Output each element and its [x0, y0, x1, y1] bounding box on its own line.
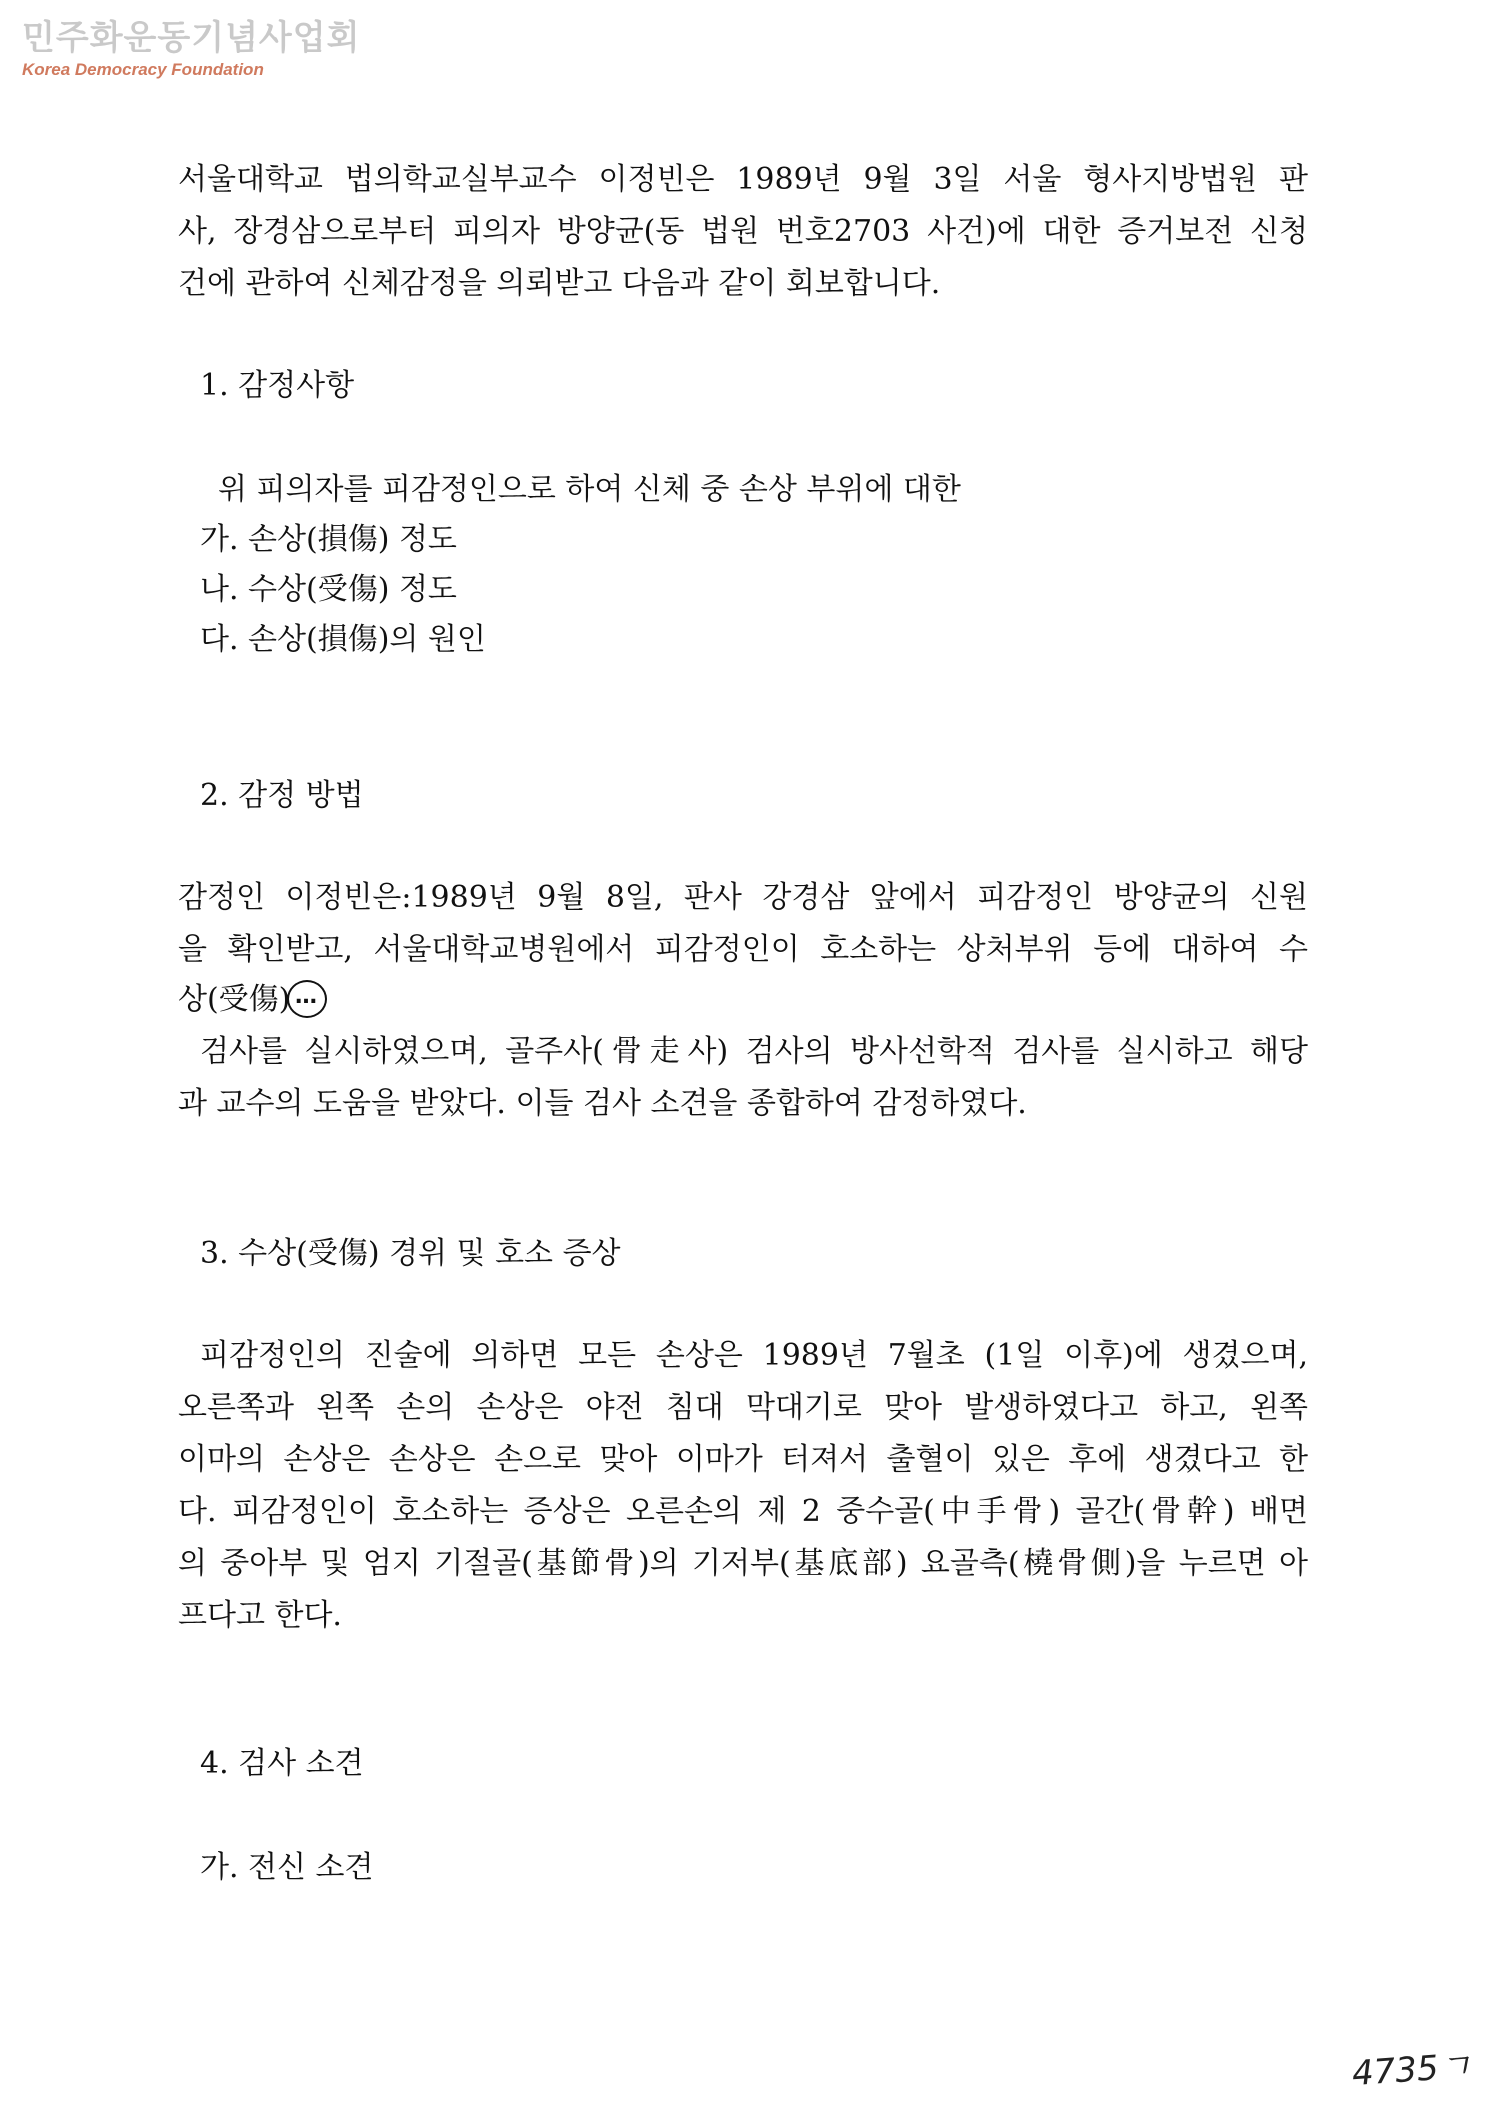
section2-line-2: 을 확인받고, 서울대학교병원에서 피감정인이 호소하는 상처부위 등에 대하여 수 [178, 932, 1308, 967]
section1-heading: 1. 감정사항 [200, 368, 355, 403]
section3-heading: 3. 수상(受傷) 경위 및 호소 증상 [200, 1236, 621, 1271]
section4-heading: 4. 검사 소견 [200, 1746, 364, 1781]
section1-item-2: 나. 수상(受傷) 정도 [200, 572, 457, 607]
foundation-logo [22, 18, 360, 80]
section3-line-4: 다. 피감정인이 호소하는 증상은 오른손의 제 2 중수골(中手骨) 골간(骨幹) 배면 [178, 1494, 1308, 1529]
logo-korean-text: 민주화운동기념사업회 [22, 18, 361, 58]
section2-line-3: 상(受傷) [178, 982, 291, 1017]
intro-line-2: 사, 장경삼으로부터 피의자 방양균(동 법원 번호2703 사건)에 대한 증거보전 신청 [178, 214, 1308, 249]
section3-line-6: 프다고 한다. [178, 1598, 342, 1633]
section1-item-3: 다. 손상(損傷)의 원인 [200, 622, 486, 657]
section2-heading: 2. 감정 방법 [200, 778, 364, 813]
section3-line-3: 이마의 손상은 손상은 손으로 맞아 이마가 터져서 출혈이 있은 후에 생겼다고 한 [178, 1442, 1308, 1477]
circle-mark-text: … [295, 984, 317, 1009]
section4-subheading: 가. 전신 소견 [200, 1850, 374, 1885]
section3-line-5: 의 중아부 및 엄지 기절골(基節骨)의 기저부(基底部) 요골측(橈骨側)을 누르면 아 [178, 1546, 1308, 1581]
handwritten-page-number: 4735ㄱ [1350, 2045, 1473, 2095]
intro-line-1: 서울대학교 법의학교실부교수 이정빈은 1989년 9월 3일 서울 형사지방법원 판 [178, 162, 1308, 197]
section2-line-1: 감정인 이정빈은:1989년 9월 8일, 판사 강경삼 앞에서 피감정인 방양균의 신원 [178, 880, 1308, 915]
section2-line-4: 검사를 실시하였으며, 골주사(骨走사) 검사의 방사선학적 검사를 실시하고 해당 [200, 1034, 1308, 1069]
section2-line-5: 과 교수의 도움을 받았다. 이들 검사 소견을 종합하여 감정하였다. [178, 1086, 1027, 1121]
section3-line-1: 피감정인의 진술에 의하면 모든 손상은 1989년 7월초 (1일 이후)에 생겼으며, [200, 1338, 1308, 1373]
logo-english-text: Korea Democracy Foundation [22, 60, 264, 79]
intro-line-3: 건에 관하여 신체감정을 의뢰받고 다음과 같이 회보합니다. [178, 266, 941, 301]
section1-item-1: 가. 손상(損傷) 정도 [200, 522, 457, 557]
section3-line-2: 오른쪽과 왼쪽 손의 손상은 야전 침대 막대기로 맞아 발생하였다고 하고, 왼쪽 [178, 1390, 1308, 1425]
handwritten-circle-mark [287, 980, 327, 1018]
section1-lead: 위 피의자를 피감정인으로 하여 신체 중 손상 부위에 대한 [218, 472, 961, 507]
